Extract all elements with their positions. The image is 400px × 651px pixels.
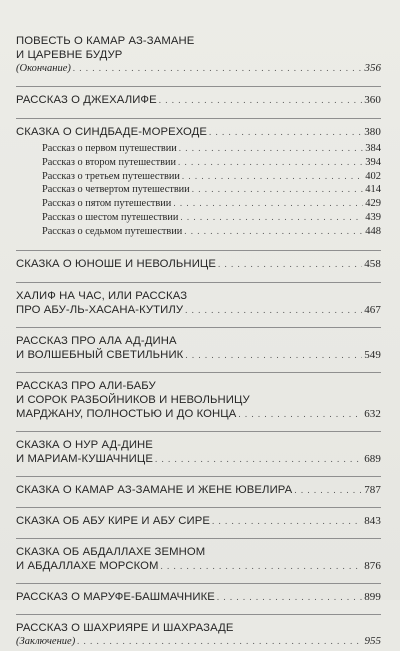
dot-leader	[294, 483, 362, 497]
page-number: 689	[364, 452, 381, 465]
entry-title-line: РАССКАЗ О МАРУФЕ-БАШМАЧНИКЕ	[16, 590, 215, 603]
page-number: 458	[364, 257, 381, 270]
toc-entry[interactable]	[16, 507, 381, 531]
toc-entry[interactable]	[16, 118, 381, 242]
entry-title-line: СКАЗКА О ЮНОШЕ И НЕВОЛЬНИЦЕ	[16, 257, 217, 270]
page-number: 356	[364, 62, 381, 74]
sub-entry-title: Рассказ о пятом путешествии	[42, 198, 172, 210]
dot-leader	[218, 257, 362, 271]
toc-entry[interactable]	[16, 250, 381, 274]
entry-subtitle: (Заключение)	[16, 635, 76, 647]
toc-entry-row	[16, 590, 381, 604]
toc-entry-row	[16, 407, 381, 421]
sub-entries-list	[16, 142, 381, 239]
toc-entry[interactable]	[16, 538, 381, 576]
page-number: 876	[364, 559, 381, 572]
entry-title-line: СКАЗКА ОБ АБУ КИРЕ И АБУ СИРЕ	[16, 514, 210, 527]
sub-entry[interactable]	[42, 211, 381, 225]
entry-title-line: ПОВЕСТЬ О КАМАР АЗ-ЗАМАНЕ	[16, 35, 195, 47]
toc-entry-row	[16, 635, 381, 648]
entry-title-line: ХАЛИФ НА ЧАС, ИЛИ РАССКАЗ	[16, 289, 188, 302]
dot-leader	[185, 303, 362, 317]
dot-leader	[173, 197, 363, 210]
dot-leader	[155, 452, 362, 466]
dot-leader	[161, 559, 363, 573]
sub-entry-title: Рассказ о первом путешествии	[42, 143, 177, 154]
toc-entry[interactable]	[16, 34, 381, 78]
toc-entry[interactable]	[16, 372, 381, 424]
dot-leader	[73, 62, 363, 75]
dot-leader	[209, 125, 362, 139]
sub-entry[interactable]	[42, 156, 381, 170]
page-number: 787	[364, 483, 381, 496]
entry-title-line: СКАЗКА О КАМАР АЗ-ЗАМАНЕ И ЖЕНЕ ЮВЕЛИРА	[16, 483, 293, 496]
dot-leader	[238, 407, 362, 421]
entry-title-line: ПРО АБУ-ЛЬ-ХАСАНА-КУТИЛУ	[16, 303, 184, 316]
toc-entry[interactable]	[16, 614, 381, 651]
toc-entry-row	[16, 452, 381, 466]
dot-leader	[180, 211, 363, 224]
entry-title-line: РАССКАЗ ПРО АЛИ-БАБУ	[16, 379, 156, 392]
page-number: 549	[364, 348, 381, 361]
entry-title-line: СКАЗКА О НУР АД-ДИНЕ	[16, 438, 153, 451]
page-number: 429	[365, 198, 381, 210]
toc-entry[interactable]	[16, 327, 381, 365]
entry-title-line: РАССКАЗ ПРО АЛА АД-ДИНА	[16, 334, 177, 347]
toc-entry[interactable]	[16, 583, 381, 607]
dot-leader	[77, 635, 362, 648]
dot-leader	[178, 156, 363, 169]
sub-entry[interactable]	[42, 225, 381, 239]
sub-entry-title: Рассказ о седьмом путешествии	[42, 225, 183, 237]
page-number: 402	[365, 170, 381, 182]
sub-entry-title: Рассказ о третьем путешествии	[42, 170, 180, 182]
dot-leader	[185, 348, 362, 362]
entry-title-line: РАССКАЗ О ДЖЕХАЛИФЕ	[16, 94, 157, 106]
entry-title-line: И АБДАЛЛАХЕ МОРСКОМ	[16, 559, 159, 572]
dot-leader	[192, 183, 364, 196]
page-number: 384	[365, 143, 381, 154]
sub-entry[interactable]	[42, 197, 381, 211]
toc-entry[interactable]	[16, 282, 381, 320]
page-number: 467	[364, 303, 381, 316]
page-number: 439	[365, 211, 381, 223]
dot-leader	[182, 170, 363, 183]
page-number: 843	[364, 514, 381, 527]
toc-entry-row	[16, 125, 381, 139]
dot-leader	[179, 142, 364, 155]
page-number: 899	[364, 590, 381, 603]
sub-entry[interactable]	[42, 183, 381, 197]
entry-title-line: СКАЗКА ОБ АБДАЛЛАХЕ ЗЕМНОМ	[16, 545, 206, 558]
table-of-contents	[16, 34, 381, 651]
toc-entry[interactable]	[16, 86, 381, 110]
toc-entry-row	[16, 93, 381, 107]
toc-entry-row	[16, 348, 381, 362]
sub-entry-title: Рассказ о шестом путешествии	[42, 211, 179, 223]
toc-entry-row	[16, 514, 381, 528]
toc-entry[interactable]	[16, 431, 381, 469]
toc-entry[interactable]	[16, 476, 381, 500]
entry-title-line: МАРДЖАНУ, ПОЛНОСТЬЮ И ДО КОНЦА	[16, 407, 237, 420]
entry-title-line: И СОРОК РАЗБОЙНИКОВ И НЕВОЛЬНИЦУ	[16, 393, 250, 406]
sub-entry-title: Рассказ о втором путешествии	[42, 156, 176, 168]
page-number: 414	[365, 184, 381, 196]
page-number: 955	[364, 634, 381, 647]
entry-title-line: И ВОЛШЕБНЫЙ СВЕТИЛЬНИК	[16, 348, 184, 361]
page-number: 632	[364, 407, 381, 420]
sub-entry[interactable]	[42, 142, 381, 156]
toc-entry-row	[16, 303, 381, 317]
dot-leader	[184, 225, 363, 238]
toc-entry-row	[16, 62, 381, 75]
toc-entry-row	[16, 483, 381, 497]
page-number: 380	[364, 126, 381, 138]
entry-title-line: И МАРИАМ-КУШАЧНИЦЕ	[16, 452, 153, 465]
sub-entry[interactable]	[42, 170, 381, 184]
entry-title-line: РАССКАЗ О ШАХРИЯРЕ И ШАХРАЗАДЕ	[16, 621, 234, 634]
toc-entry-row	[16, 257, 381, 271]
dot-leader	[217, 590, 362, 604]
entry-subtitle: (Окончание)	[16, 63, 71, 74]
sub-entry-title: Рассказ о четвертом путешествии	[42, 184, 190, 196]
dot-leader	[159, 93, 362, 107]
entry-title-line: СКАЗКА О СИНДБАДЕ-МОРЕХОДЕ	[16, 126, 208, 138]
toc-entry-row	[16, 559, 381, 573]
page-number: 360	[364, 94, 381, 106]
entry-title-line: И ЦАРЕВНЕ БУДУР	[16, 49, 123, 61]
dot-leader	[212, 514, 362, 528]
page-number: 394	[365, 156, 381, 168]
page-number: 448	[365, 225, 381, 237]
